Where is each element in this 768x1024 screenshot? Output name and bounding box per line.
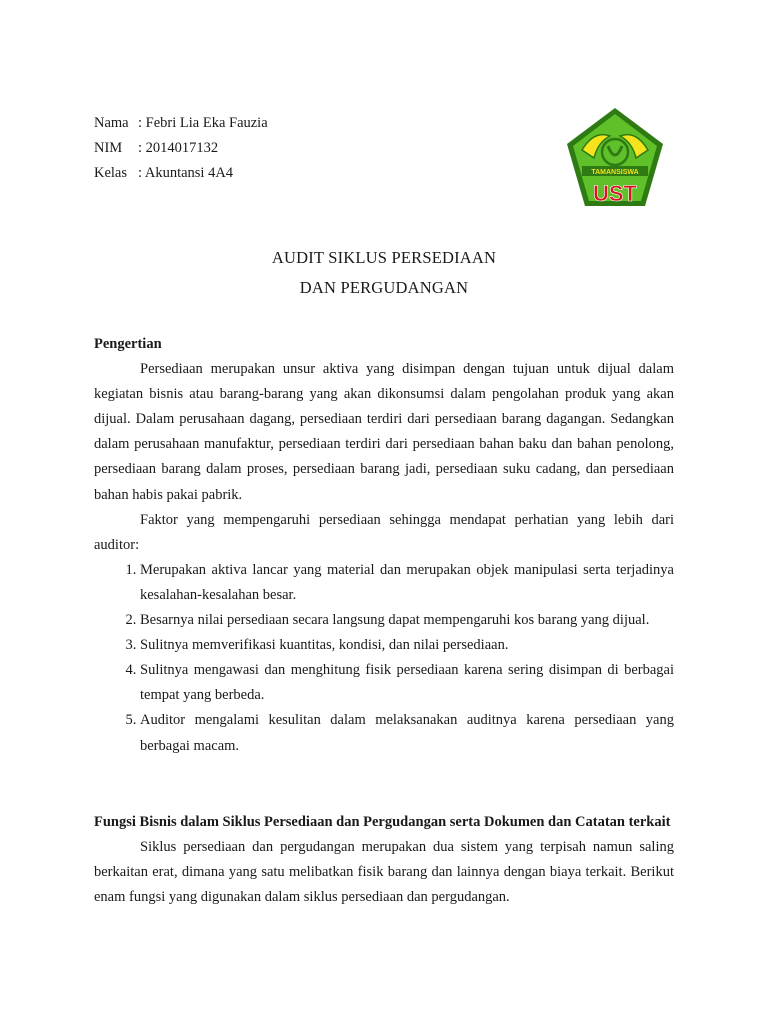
name-label: Nama <box>94 115 129 131</box>
list-item: 5. Auditor mengalami kesulitan dalam melaksanakan auditnya karena persediaan yang berbagai macam. <box>140 708 674 758</box>
list-item: 1. Merupakan aktiva lancar yang material dan merupakan objek manipulasi serta terjadinya kesalahan-kesalahan besar. <box>140 558 674 608</box>
student-info <box>94 111 268 186</box>
class-value: : Akuntansi 4A4 <box>138 165 234 181</box>
section-fungsi-bisnis <box>94 810 674 910</box>
list-item: 3. Sulitnya memverifikasi kuantitas, kondisi, dan nilai persediaan. <box>140 633 674 658</box>
document-title-line2: DAN PERGUDANGAN <box>299 278 469 297</box>
paragraph: Faktor yang mempengaruhi persediaan sehingga mendapat perhatian yang lebih dari auditor: <box>94 511 674 553</box>
class-label: Kelas <box>94 165 128 181</box>
paragraph: Persediaan merupakan unsur aktiva yang disimpan dengan tujuan untuk dijual dalam kegiatan bisnis atau barang-barang yang akan dikonsumsi dalam pengolahan produk yang akan dijual. Dalam perusahaan dagang, persediaan terdiri dari persediaan barang dagangan. Sedangkan dalam perusahaan manufaktur, persediaan terdiri dari persediaan bahan baku dan bahan penolong, persediaan barang dalam proses, persediaan barang jadi, persediaan suku cadang, dan persediaan bahan habis pakai pabrik. <box>94 361 674 503</box>
nim-value: : 2014017132 <box>138 140 219 156</box>
class-row <box>94 161 268 186</box>
name-row <box>94 111 268 136</box>
logo-banner-text: TAMANSISWA <box>591 169 639 176</box>
paragraph: Siklus persediaan dan pergudangan merupakan dua sistem yang terpisah namun saling berkaitan erat, dimana yang satu melibatkan fisik barang dan lainnya dengan biaya terkait. Berikut enam fungsi yang digunakan dalam siklus persediaan dan pergudangan. <box>94 839 674 906</box>
nim-row <box>94 136 268 161</box>
name-value: : Febri Lia Eka Fauzia <box>138 115 268 131</box>
factor-list <box>94 558 674 759</box>
logo-text: UST <box>593 181 637 206</box>
section-heading: Pengertian <box>94 336 162 352</box>
section-heading: Fungsi Bisnis dalam Siklus Persediaan dan Pergudangan serta Dokumen dan Catatan terkait <box>94 814 671 830</box>
section-pengertian <box>94 332 674 759</box>
list-item: 4. Sulitnya mengawasi dan menghitung fisik persediaan karena sering disimpan di berbagai tempat yang berbeda. <box>140 658 674 708</box>
document-title-line1: AUDIT SIKLUS PERSEDIAAN <box>271 248 497 267</box>
list-item: 2. Besarnya nilai persediaan secara langsung dapat mempengaruhi kos barang yang dijual. <box>140 608 674 633</box>
ust-logo <box>564 106 666 216</box>
nim-label: NIM <box>94 140 123 156</box>
